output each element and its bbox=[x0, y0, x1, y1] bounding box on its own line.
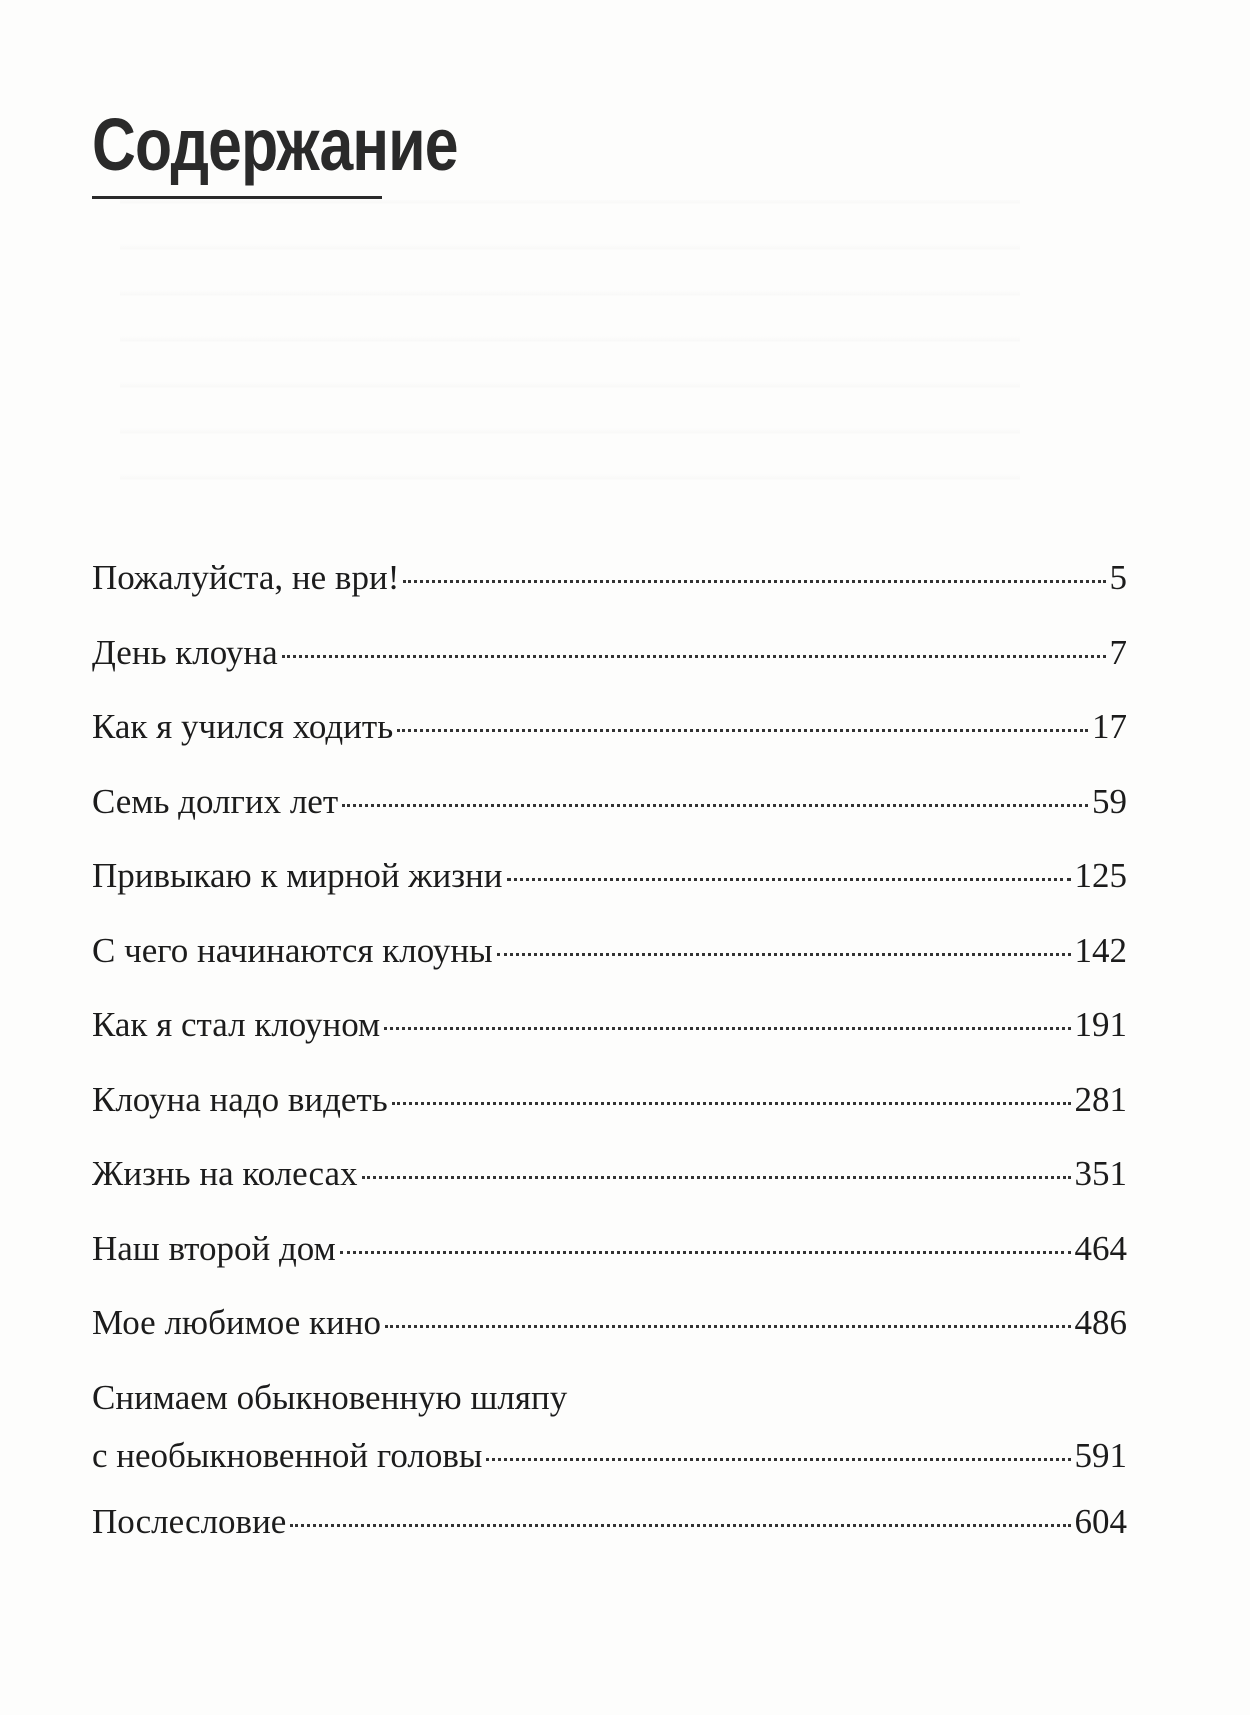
toc-entry-title-line1: Снимаем обыкновенную шляпу bbox=[92, 1377, 568, 1417]
toc-entry-title: Мое любимое кино bbox=[92, 1303, 381, 1342]
toc-entry[interactable] bbox=[92, 1228, 1127, 1306]
toc-entry-title-line2: с необыкновенной головы bbox=[92, 1435, 483, 1475]
toc-entry-title: Как я стал клоуном bbox=[92, 1005, 381, 1044]
toc-entry-line2 bbox=[92, 1435, 1127, 1475]
toc-entry-title: Семь долгих лет bbox=[92, 781, 339, 821]
toc-entry-page: 351 bbox=[1074, 1154, 1127, 1193]
dot-leader bbox=[397, 729, 1088, 732]
toc-entry-title: День клоуна bbox=[92, 632, 278, 672]
table-of-contents bbox=[92, 560, 1127, 1578]
toc-entry[interactable] bbox=[92, 930, 1127, 1008]
toc-entry[interactable] bbox=[92, 709, 1127, 784]
toc-entry[interactable] bbox=[92, 1079, 1127, 1157]
page-title: Содержание bbox=[92, 103, 458, 186]
dot-leader bbox=[384, 1027, 1070, 1030]
title-underline bbox=[92, 196, 382, 199]
toc-entry-title: Как я учился ходить bbox=[92, 707, 394, 746]
toc-entry[interactable] bbox=[92, 1305, 1127, 1380]
toc-entry[interactable] bbox=[92, 1007, 1127, 1082]
dot-leader bbox=[385, 1325, 1071, 1328]
toc-entry-page: 17 bbox=[1092, 707, 1127, 746]
dot-leader bbox=[497, 953, 1071, 956]
toc-entry-page: 5 bbox=[1109, 558, 1127, 597]
toc-entry[interactable] bbox=[92, 781, 1127, 859]
dot-leader bbox=[290, 1524, 1070, 1527]
toc-entry-page: 281 bbox=[1074, 1079, 1127, 1119]
toc-entry-title: С чего начинаются клоуны bbox=[92, 930, 493, 970]
dot-leader bbox=[486, 1458, 1070, 1461]
toc-entry[interactable] bbox=[92, 632, 1127, 710]
toc-entry[interactable] bbox=[92, 1377, 1127, 1504]
toc-entry-page: 604 bbox=[1074, 1501, 1127, 1541]
toc-entry-page: 591 bbox=[1074, 1435, 1127, 1475]
dot-leader bbox=[362, 1176, 1071, 1179]
toc-entry-title: Послесловие bbox=[92, 1501, 287, 1541]
toc-entry-title: Привыкаю к мирной жизни bbox=[92, 856, 503, 895]
dot-leader bbox=[403, 580, 1105, 583]
toc-entry-title: Пожалуйста, не ври! bbox=[92, 558, 400, 597]
toc-entry[interactable] bbox=[92, 560, 1127, 635]
toc-entry-page: 464 bbox=[1074, 1228, 1127, 1268]
toc-entry-page: 486 bbox=[1074, 1303, 1127, 1342]
dot-leader bbox=[392, 1102, 1071, 1105]
dot-leader bbox=[282, 655, 1106, 658]
dot-leader bbox=[340, 1251, 1071, 1254]
dot-leader bbox=[342, 804, 1088, 807]
toc-entry-title: Жизнь на колесах bbox=[92, 1154, 358, 1193]
toc-entry-page: 59 bbox=[1092, 781, 1127, 821]
dot-leader bbox=[507, 878, 1071, 881]
toc-entry-title: Клоуна надо видеть bbox=[92, 1079, 388, 1119]
toc-entry-page: 191 bbox=[1074, 1005, 1127, 1044]
toc-entry-page: 7 bbox=[1109, 632, 1127, 672]
show-through-texture bbox=[120, 200, 1020, 520]
toc-entry-title: Наш второй дом bbox=[92, 1228, 336, 1268]
toc-entry[interactable] bbox=[92, 1156, 1127, 1231]
toc-entry-page: 142 bbox=[1074, 930, 1127, 970]
toc-entry[interactable] bbox=[92, 1501, 1127, 1579]
toc-entry[interactable] bbox=[92, 858, 1127, 933]
toc-entry-page: 125 bbox=[1074, 856, 1127, 895]
